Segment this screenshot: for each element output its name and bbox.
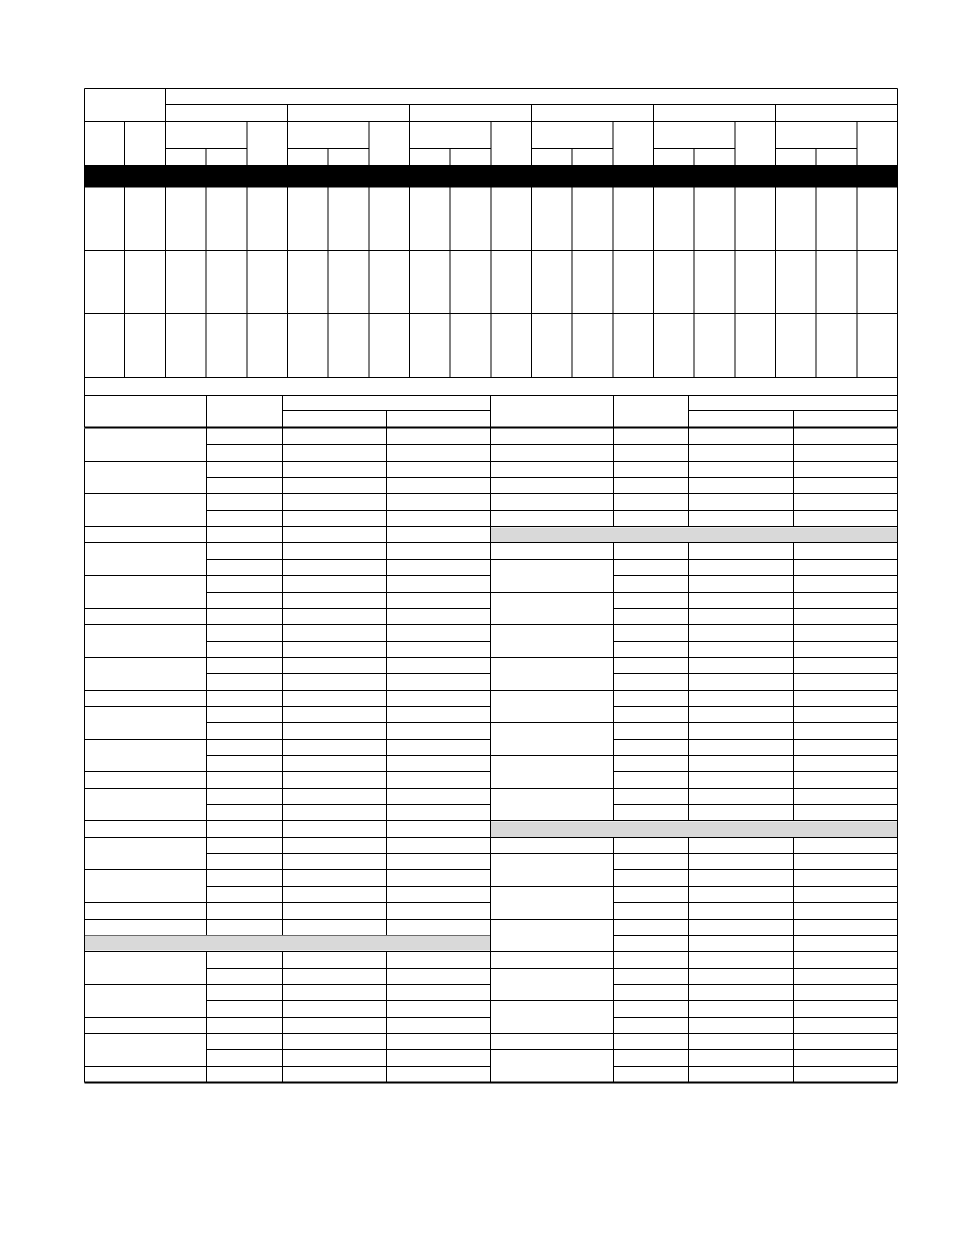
section-band-black — [84, 165, 898, 188]
section-band-gray — [85, 936, 490, 951]
section-band-gray — [491, 822, 897, 838]
section-band-gray — [491, 528, 897, 543]
